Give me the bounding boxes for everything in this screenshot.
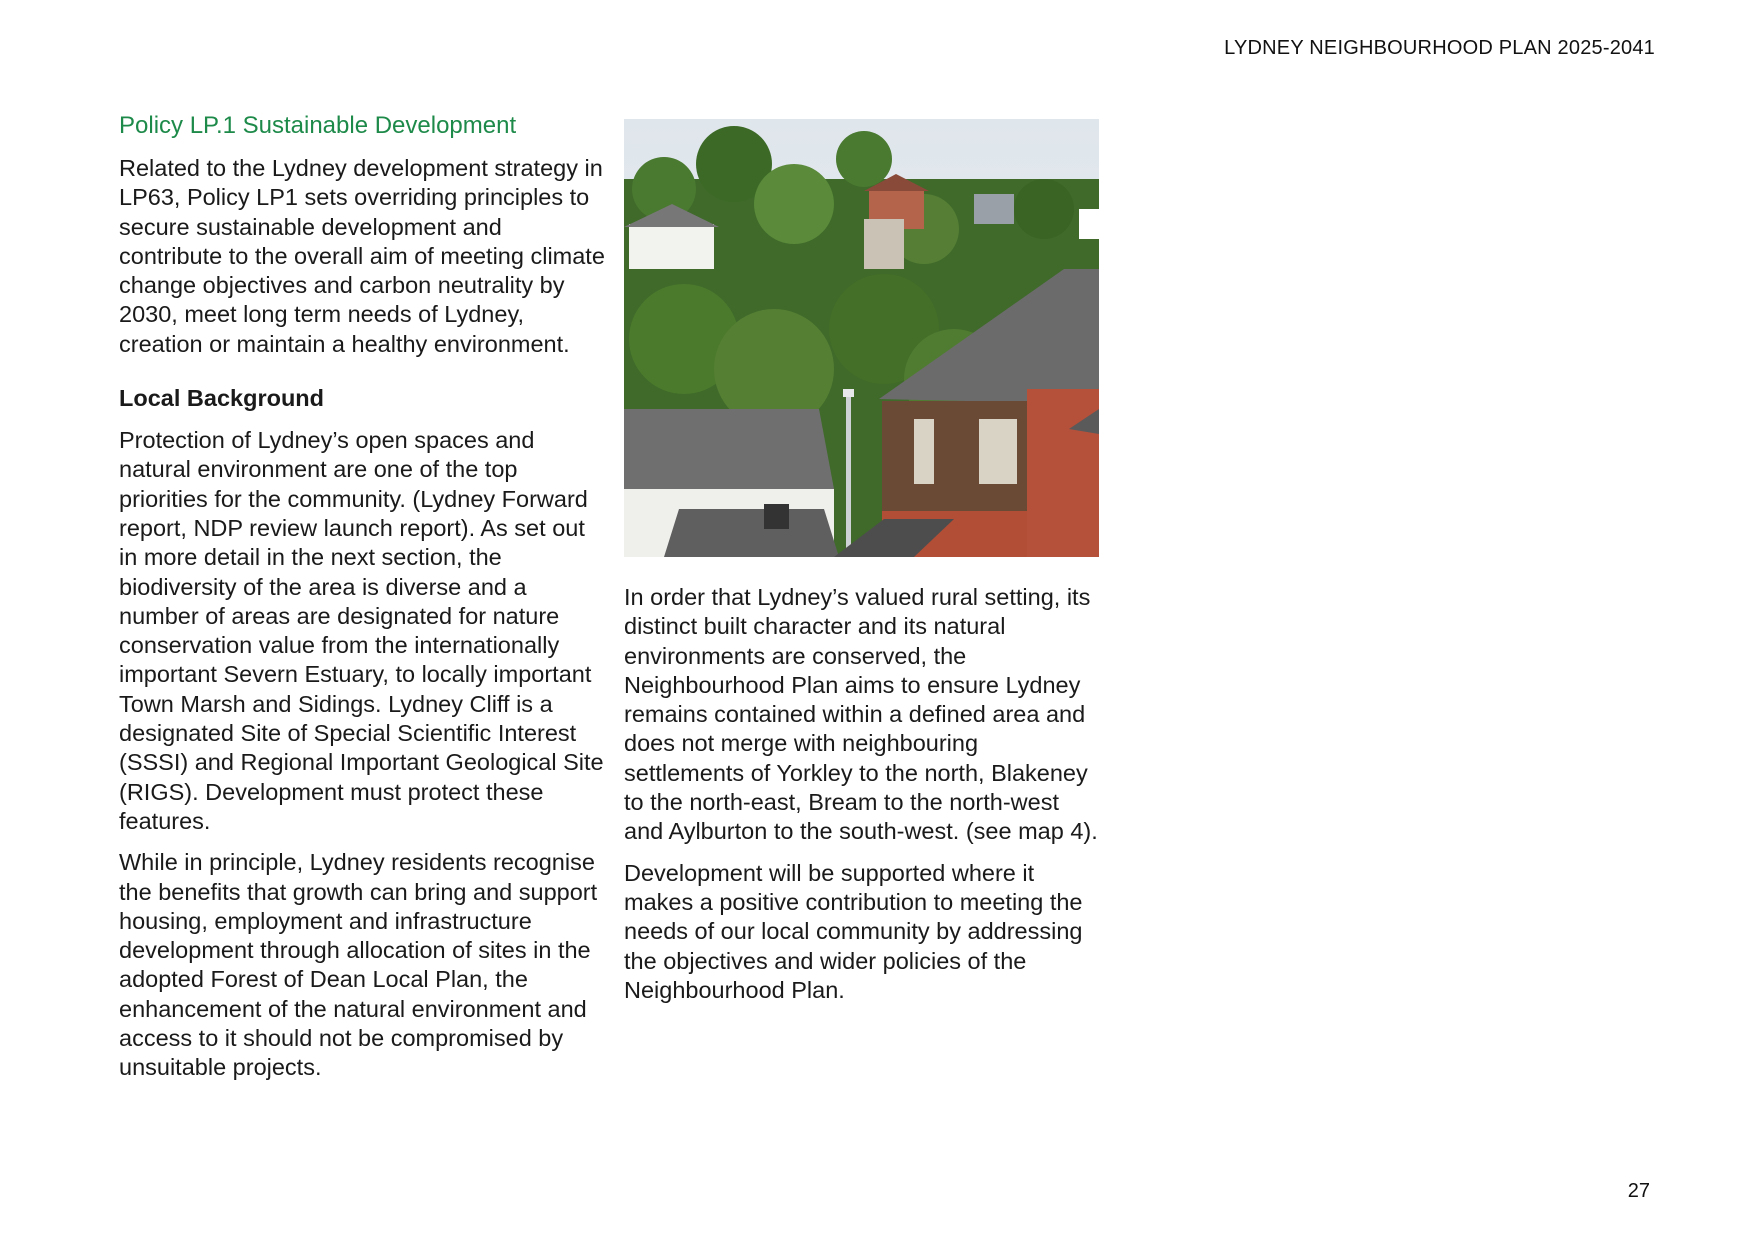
right-column <box>624 119 1104 1017</box>
section-heading: Local Background <box>119 385 325 412</box>
town-photo <box>624 119 1099 557</box>
left-column <box>119 112 605 1095</box>
containment-paragraph: In order that Lydney’s valued rural setting, its distinct built character and its natural environments are conserved, the Neighbourhood Plan aims to ensure Lydney remains contained within a defined area and does not merge with neighbouring settlements of Yorkley to the north, Blakeney to the north-east, Bream to the north-west and Aylburton to the south-west. (see map 4). <box>624 584 1098 845</box>
policy-title: Policy LP.1 Sustainable Development <box>119 112 517 139</box>
page-number: 27 <box>1627 1180 1650 1202</box>
policy-intro-paragraph: Related to the Lydney development strategy in LP63, Policy LP1 sets overriding principles to secure sustainable development and contribute to the overall aim of meeting climate change objectives and carbon neutrality by 2030, meet long term needs of Lydney, creation or maintain a healthy environment. <box>119 155 605 357</box>
background-paragraph-2: While in principle, Lydney residents recognise the benefits that growth can bring and support housing, employment and infrastructure development through allocation of sites in the adopted Forest of Dean Local Plan, the enhancement of the natural environment and access to it should not be compromised by unsuitable projects. <box>119 849 598 1081</box>
running-header: LYDNEY NEIGHBOURHOOD PLAN 2025-2041 <box>1224 37 1655 59</box>
development-support-paragraph: Development will be supported where it makes a positive contribution to meeting the needs of our local community by addressing the objectives and wider policies of the Neighbourhood Plan. <box>624 859 1083 1003</box>
background-paragraph-1: Protection of Lydney’s open spaces and natural environment are one of the top priorities for the community. (Lydney Forward report, NDP review launch report). As set out in more detail in the next section, the biodiversity of the area is diverse and a number of areas are designated for nature conservation value from the internationally important Severn Estuary, to locally important Town Marsh and Sidings. Lydney Cliff is a designated Site of Special Scientific Interest (SSSI) and Regional Important Geological Site (RIGS). Development must protect these features. <box>119 427 604 834</box>
